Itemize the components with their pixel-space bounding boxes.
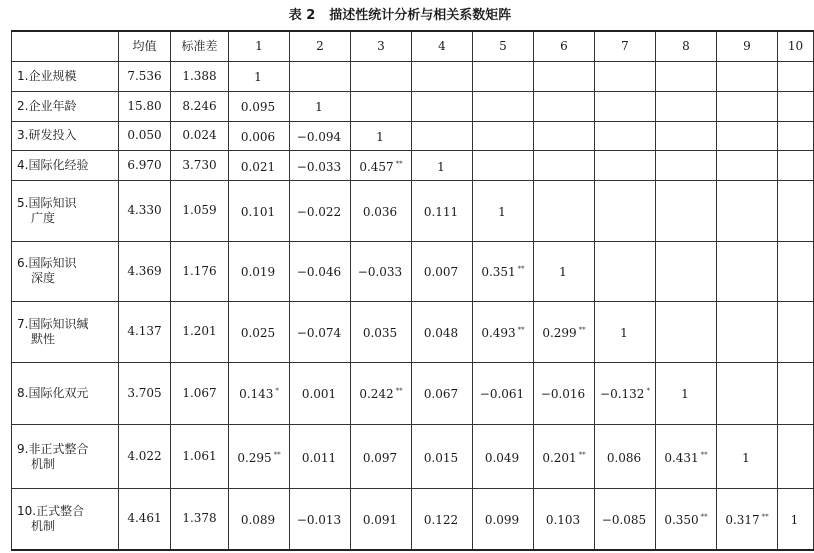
- correlation-cell: [717, 362, 778, 425]
- correlation-cell: [534, 425, 595, 489]
- correlation-cell: [290, 488, 351, 550]
- significance-marker: **: [578, 325, 586, 334]
- variable-name-line: 机制: [31, 518, 56, 533]
- correlation-cell: [778, 151, 814, 181]
- correlation-cell: [778, 362, 814, 425]
- variable-name-line: 默性: [31, 331, 56, 346]
- correlation-cell: [778, 181, 814, 242]
- correlation-cell: [656, 151, 717, 181]
- mean-cell: 4.369: [119, 241, 171, 302]
- correlation-value: 0.457: [359, 159, 394, 174]
- correlation-cell: [595, 362, 656, 425]
- significance-marker: **: [517, 265, 525, 274]
- correlation-cell: [229, 302, 290, 363]
- variable-name-line: 2.企业年龄: [17, 98, 77, 113]
- significance-marker: *: [646, 387, 650, 396]
- correlation-value: 0.099: [484, 512, 520, 527]
- correlation-value: −0.013: [296, 512, 342, 527]
- correlation-value: 0.317: [725, 512, 760, 527]
- correlation-cell: [656, 181, 717, 242]
- correlation-value: 0.143: [239, 387, 274, 402]
- correlation-cell: [412, 241, 473, 302]
- correlation-cell: [473, 241, 534, 302]
- correlation-cell: [290, 62, 351, 92]
- correlation-cell: [473, 362, 534, 425]
- correlation-value: −0.074: [296, 325, 342, 340]
- correlation-cell: [229, 62, 290, 92]
- table-row: [12, 362, 814, 425]
- correlation-cell: [534, 62, 595, 92]
- correlation-cell: [656, 91, 717, 121]
- variable-name-cell: [12, 241, 119, 302]
- correlation-value: 0.015: [423, 450, 459, 465]
- correlation-cell: [351, 241, 412, 302]
- correlation-value: 0.095: [240, 100, 276, 115]
- correlation-value: 1: [376, 129, 384, 144]
- correlation-value: 0.036: [362, 204, 398, 219]
- sd-cell: 1.059: [171, 181, 229, 242]
- header-cell-var: 5: [473, 31, 534, 62]
- correlation-cell: [534, 488, 595, 550]
- correlation-cell: [351, 425, 412, 489]
- correlation-cell: [412, 151, 473, 181]
- correlation-cell: [717, 62, 778, 92]
- correlation-value: 0.035: [362, 325, 398, 340]
- correlation-cell: [412, 91, 473, 121]
- variable-name-line: 7.国际知识缄: [17, 316, 89, 331]
- correlation-cell: [412, 425, 473, 489]
- correlation-value: 0.019: [240, 265, 276, 280]
- header-cell-var: 8: [656, 31, 717, 62]
- correlation-cell: [595, 62, 656, 92]
- correlation-cell: [290, 91, 351, 121]
- correlation-cell: [473, 151, 534, 181]
- correlation-cell: [473, 181, 534, 242]
- table-row: [12, 151, 814, 181]
- table-row: [12, 91, 814, 121]
- correlation-cell: [351, 62, 412, 92]
- table-caption: [0, 4, 800, 23]
- correlation-cell: [778, 121, 814, 151]
- correlation-value: 0.350: [664, 512, 699, 527]
- correlation-cell: [656, 488, 717, 550]
- correlation-cell: [595, 241, 656, 302]
- variable-name-line: 4.国际化经验: [17, 158, 89, 173]
- correlation-cell: [290, 241, 351, 302]
- correlation-cell: [595, 425, 656, 489]
- correlation-cell: [412, 362, 473, 425]
- correlation-cell: [412, 302, 473, 363]
- sd-cell: 1.067: [171, 362, 229, 425]
- sd-cell: 1.176: [171, 241, 229, 302]
- correlation-cell: [351, 488, 412, 550]
- header-cell-var: 9: [717, 31, 778, 62]
- sd-cell: 8.246: [171, 91, 229, 121]
- variable-name-cell: [12, 488, 119, 550]
- correlation-cell: [351, 121, 412, 151]
- variable-name-line: 10.正式整合: [17, 503, 85, 518]
- correlation-cell: [534, 91, 595, 121]
- sd-cell: 1.388: [171, 62, 229, 92]
- correlation-cell: [351, 151, 412, 181]
- table-row: [12, 121, 814, 151]
- correlation-value: 0.089: [240, 512, 276, 527]
- correlation-cell: [717, 488, 778, 550]
- header-cell-mean: 均值: [119, 31, 171, 62]
- table-body: [12, 62, 814, 551]
- table-row: [12, 181, 814, 242]
- variable-name-line: 深度: [31, 271, 56, 286]
- correlation-cell: [656, 425, 717, 489]
- variable-name-line: 5.国际知识: [17, 195, 77, 210]
- correlation-cell: [656, 362, 717, 425]
- correlation-cell: [229, 151, 290, 181]
- mean-cell: 4.022: [119, 425, 171, 489]
- correlation-cell: [351, 362, 412, 425]
- correlation-value: 0.122: [423, 512, 459, 527]
- correlation-value: 0.011: [301, 450, 337, 465]
- variable-name-cell: [12, 151, 119, 181]
- correlation-cell: [290, 151, 351, 181]
- sd-cell: 1.061: [171, 425, 229, 489]
- variable-name-cell: [12, 181, 119, 242]
- correlation-value: −0.016: [540, 387, 586, 402]
- correlation-cell: [412, 62, 473, 92]
- correlation-cell: [351, 181, 412, 242]
- correlation-cell: [595, 91, 656, 121]
- correlation-cell: [290, 362, 351, 425]
- correlation-value: 0.025: [240, 325, 276, 340]
- header-cell-var: 4: [412, 31, 473, 62]
- correlation-value: −0.132: [600, 387, 645, 402]
- correlation-cell: [717, 425, 778, 489]
- correlation-cell: [473, 425, 534, 489]
- correlation-cell: [778, 91, 814, 121]
- correlation-cell: [534, 362, 595, 425]
- header-cell-var: 10: [778, 31, 814, 62]
- correlation-value: −0.061: [479, 387, 525, 402]
- table-row: [12, 62, 814, 92]
- correlation-cell: [412, 488, 473, 550]
- correlation-value: 0.103: [545, 512, 581, 527]
- correlation-cell: [656, 121, 717, 151]
- variable-name-cell: [12, 121, 119, 151]
- sd-cell: 0.024: [171, 121, 229, 151]
- correlation-value: 1: [254, 70, 262, 85]
- correlation-cell: [290, 181, 351, 242]
- correlation-value: 0.006: [240, 129, 276, 144]
- correlation-cell: [229, 425, 290, 489]
- correlation-value: 0.097: [362, 450, 398, 465]
- correlation-cell: [229, 362, 290, 425]
- correlation-value: −0.046: [296, 265, 342, 280]
- correlation-cell: [717, 241, 778, 302]
- mean-cell: 4.137: [119, 302, 171, 363]
- correlation-cell: [534, 241, 595, 302]
- correlation-value: −0.094: [296, 129, 342, 144]
- correlation-cell: [229, 121, 290, 151]
- correlation-cell: [229, 181, 290, 242]
- header-cell-var: 7: [595, 31, 656, 62]
- header-cell: [12, 31, 119, 62]
- header-cell-var: 2: [290, 31, 351, 62]
- mean-cell: 4.461: [119, 488, 171, 550]
- variable-name-line: 3.研发投入: [17, 128, 77, 143]
- correlation-value: 0.201: [542, 450, 577, 465]
- correlation-cell: [229, 91, 290, 121]
- significance-marker: **: [395, 159, 403, 168]
- significance-marker: **: [700, 512, 708, 521]
- correlation-cell: [656, 241, 717, 302]
- correlation-cell: [351, 91, 412, 121]
- header-cell-sd: 标准差: [171, 31, 229, 62]
- correlation-value: −0.022: [296, 204, 342, 219]
- correlation-cell: [778, 488, 814, 550]
- correlation-table: [11, 30, 814, 551]
- correlation-value: 0.431: [664, 450, 699, 465]
- mean-cell: 0.050: [119, 121, 171, 151]
- variable-name-cell: [12, 302, 119, 363]
- correlation-cell: [534, 121, 595, 151]
- table-row: [12, 302, 814, 363]
- variable-name-line: 机制: [31, 456, 56, 471]
- correlation-value: 1: [790, 512, 799, 527]
- correlation-value: 1: [498, 204, 506, 219]
- correlation-value: 0.493: [481, 325, 516, 340]
- correlation-value: 0.021: [240, 159, 276, 174]
- variable-name-line: 广度: [31, 210, 56, 225]
- variable-name-line: 6.国际知识: [17, 256, 77, 271]
- variable-name-cell: [12, 62, 119, 92]
- table-title: 描述性统计分析与相关系数矩阵: [329, 8, 512, 23]
- sd-cell: 1.378: [171, 488, 229, 550]
- mean-cell: 3.705: [119, 362, 171, 425]
- variable-name-line: 9.非正式整合: [17, 441, 89, 456]
- correlation-cell: [473, 302, 534, 363]
- table-row: [12, 425, 814, 489]
- correlation-cell: [473, 91, 534, 121]
- significance-marker: **: [273, 450, 281, 459]
- correlation-cell: [778, 302, 814, 363]
- correlation-cell: [229, 241, 290, 302]
- header-cell-var: 3: [351, 31, 412, 62]
- correlation-cell: [595, 181, 656, 242]
- header-cell-var: 6: [534, 31, 595, 62]
- significance-marker: *: [275, 387, 279, 396]
- table-row: [12, 488, 814, 550]
- correlation-cell: [595, 151, 656, 181]
- correlation-value: 0.007: [423, 265, 459, 280]
- correlation-cell: [473, 62, 534, 92]
- correlation-cell: [412, 121, 473, 151]
- table-row: [12, 241, 814, 302]
- correlation-value: 1: [742, 450, 750, 465]
- significance-marker: **: [578, 450, 586, 459]
- correlation-value: 0.049: [484, 450, 520, 465]
- correlation-value: 0.242: [359, 387, 394, 402]
- correlation-value: 0.001: [301, 387, 337, 402]
- significance-marker: **: [700, 450, 708, 459]
- correlation-value: −0.085: [601, 512, 647, 527]
- correlation-value: 1: [315, 100, 323, 115]
- correlation-value: 0.111: [423, 204, 459, 219]
- correlation-cell: [595, 302, 656, 363]
- correlation-value: 0.295: [237, 450, 272, 465]
- correlation-cell: [351, 302, 412, 363]
- sd-cell: 3.730: [171, 151, 229, 181]
- correlation-value: 0.101: [240, 204, 276, 219]
- correlation-cell: [595, 488, 656, 550]
- correlation-value: 0.299: [542, 325, 577, 340]
- correlation-cell: [595, 121, 656, 151]
- table-number: 表 2: [288, 8, 316, 23]
- correlation-cell: [412, 181, 473, 242]
- significance-marker: **: [395, 387, 403, 396]
- variable-name-line: 1.企业规模: [17, 68, 77, 83]
- correlation-value: 0.091: [362, 512, 398, 527]
- correlation-cell: [229, 488, 290, 550]
- correlation-cell: [717, 181, 778, 242]
- sd-cell: 1.201: [171, 302, 229, 363]
- correlation-cell: [778, 62, 814, 92]
- correlation-cell: [290, 425, 351, 489]
- correlation-value: 1: [620, 325, 628, 340]
- correlation-cell: [717, 151, 778, 181]
- correlation-cell: [534, 151, 595, 181]
- correlation-cell: [778, 241, 814, 302]
- variable-name-cell: [12, 91, 119, 121]
- correlation-cell: [717, 91, 778, 121]
- variable-name-line: 8.国际化双元: [17, 385, 89, 400]
- correlation-value: 1: [681, 387, 689, 402]
- correlation-value: −0.033: [357, 265, 403, 280]
- correlation-value: 1: [559, 265, 567, 280]
- correlation-cell: [473, 121, 534, 151]
- header-cell-var: 1: [229, 31, 290, 62]
- correlation-cell: [534, 302, 595, 363]
- variable-name-cell: [12, 425, 119, 489]
- significance-marker: **: [761, 512, 769, 521]
- correlation-cell: [290, 302, 351, 363]
- mean-cell: 4.330: [119, 181, 171, 242]
- correlation-cell: [717, 121, 778, 151]
- mean-cell: 15.80: [119, 91, 171, 121]
- correlation-cell: [534, 181, 595, 242]
- correlation-value: −0.033: [296, 159, 342, 174]
- correlation-value: 0.086: [606, 450, 642, 465]
- correlation-value: 0.048: [423, 325, 459, 340]
- mean-cell: 6.970: [119, 151, 171, 181]
- correlation-value: 0.067: [423, 387, 459, 402]
- correlation-cell: [656, 302, 717, 363]
- correlation-value: 0.351: [481, 265, 516, 280]
- variable-name-cell: [12, 362, 119, 425]
- correlation-cell: [717, 302, 778, 363]
- correlation-cell: [656, 62, 717, 92]
- correlation-cell: [778, 425, 814, 489]
- header-row: [12, 31, 814, 62]
- correlation-cell: [290, 121, 351, 151]
- correlation-value: 1: [437, 159, 445, 174]
- significance-marker: **: [517, 325, 525, 334]
- mean-cell: 7.536: [119, 62, 171, 92]
- correlation-cell: [473, 488, 534, 550]
